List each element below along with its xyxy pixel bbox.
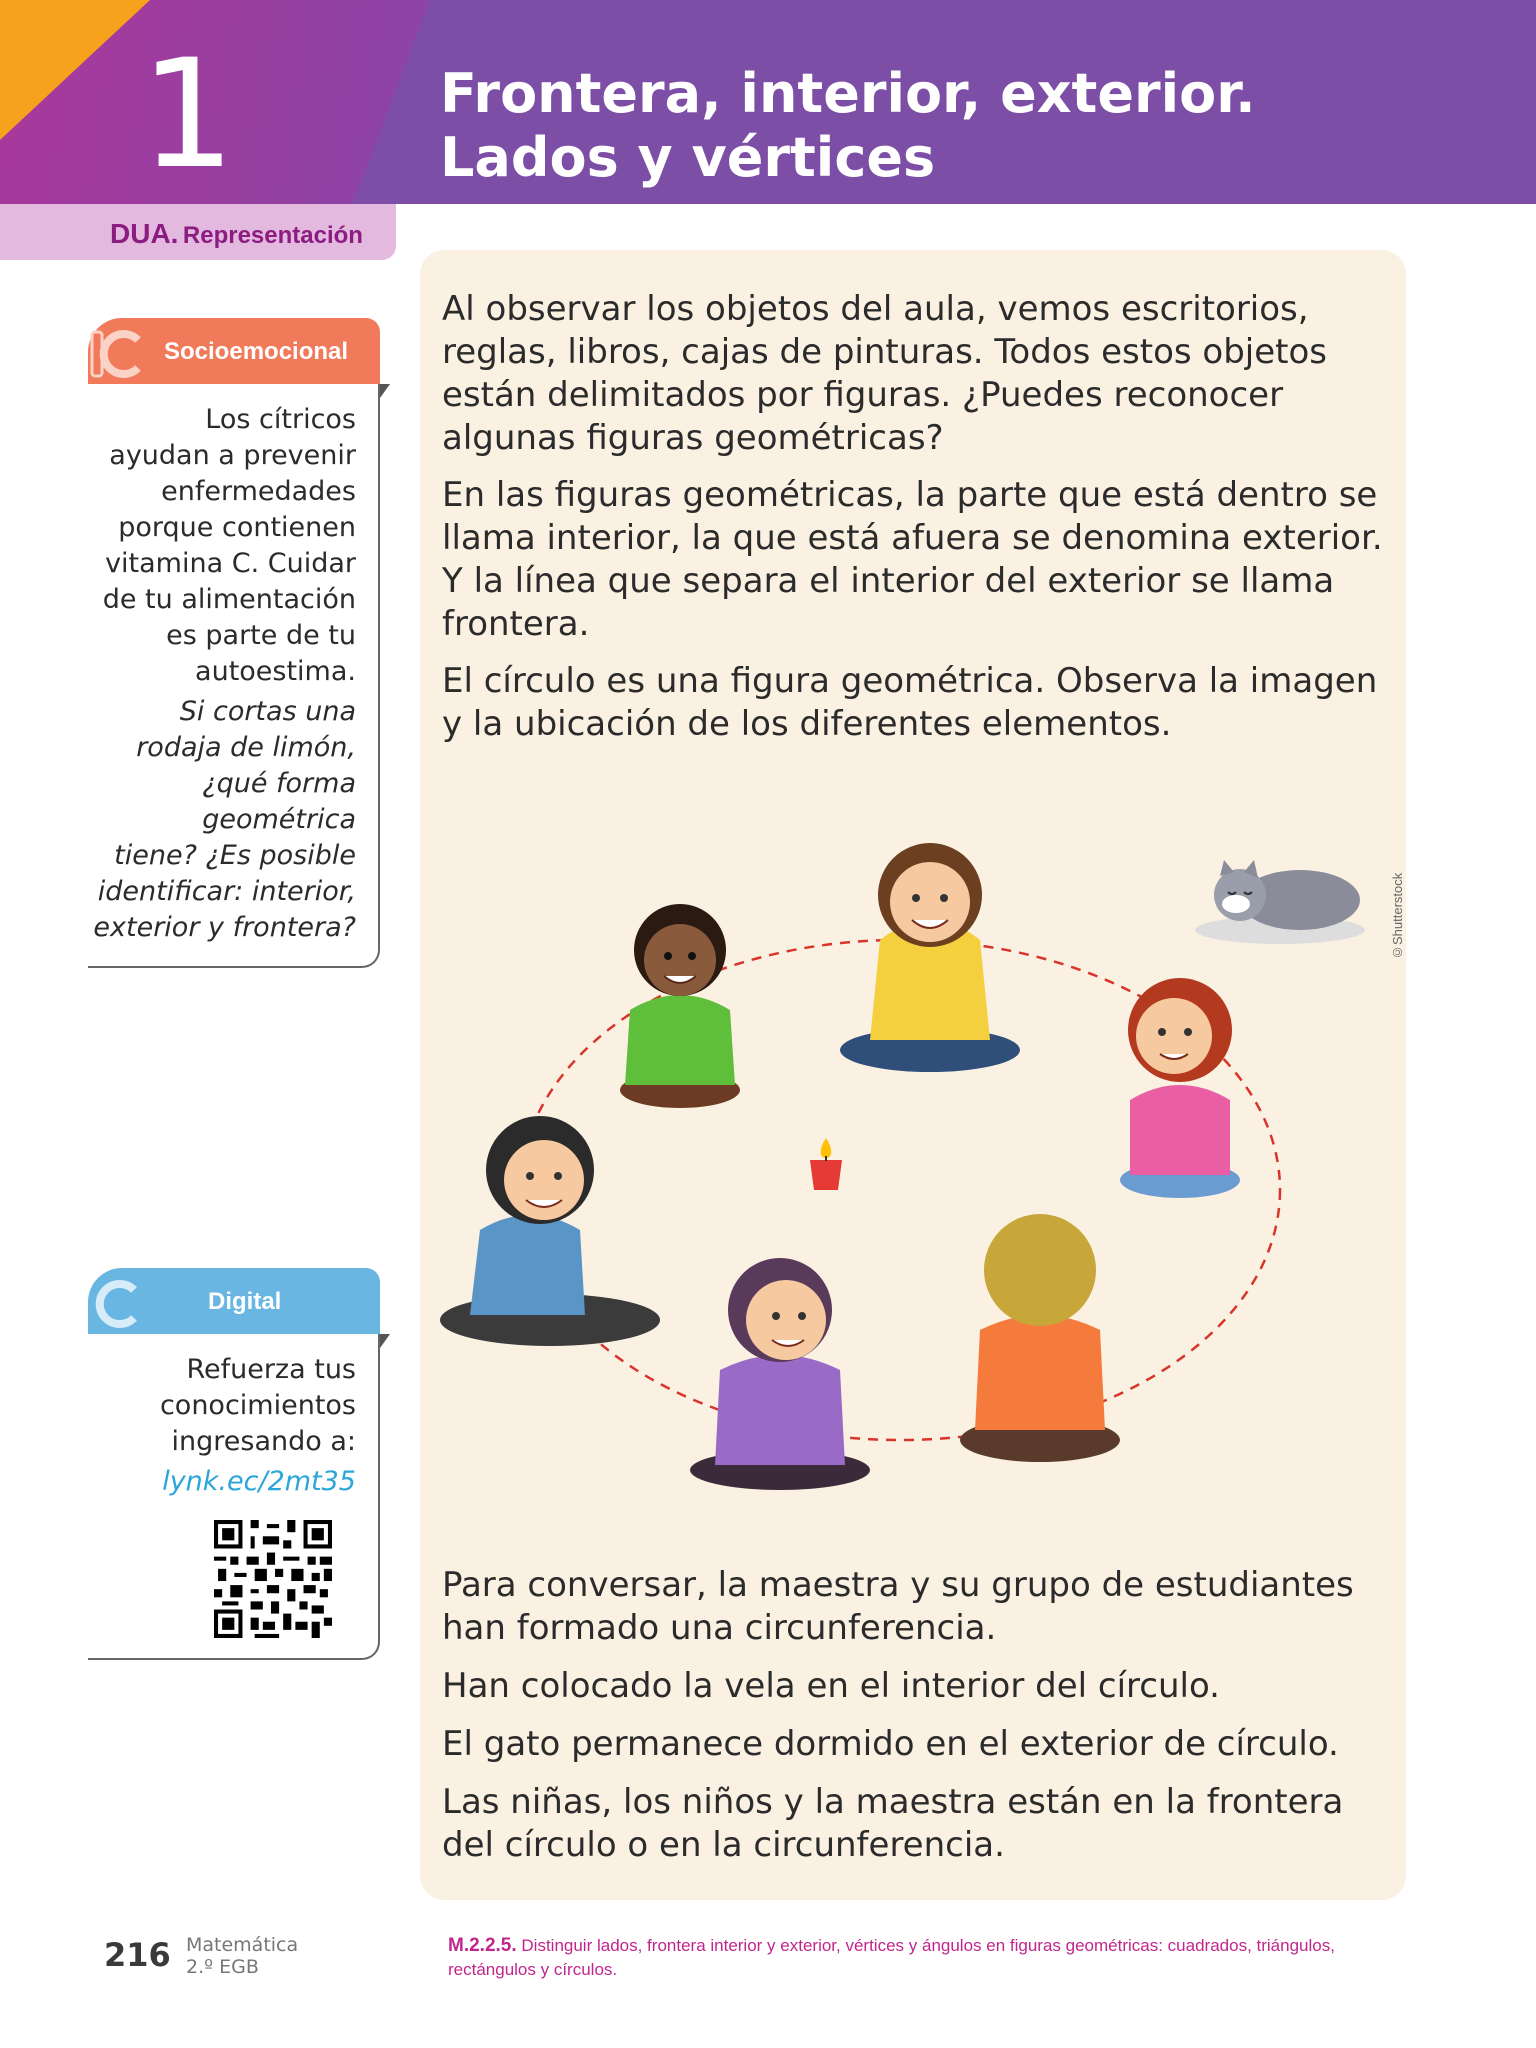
- outro-paragraph-2: Han colocado la vela en el interior del círculo.: [442, 1666, 1220, 1706]
- socio-text-line: Los cítricos: [205, 404, 356, 435]
- socio-text-line: de tu alimentación: [102, 584, 356, 615]
- dua-label: [0, 204, 396, 260]
- digital-text-line: ingresando a:: [171, 1426, 356, 1457]
- girl-purple-figure: [690, 1258, 870, 1490]
- sleeping-cat-icon: [1195, 860, 1365, 944]
- socioemocional-box: [88, 318, 380, 968]
- image-credit: ©Shutterstock: [1390, 872, 1405, 960]
- unit-header: [0, 0, 1536, 204]
- intro-paragraph-2: En las figuras geométricas, la parte que está dentro se llama interior, la que está afuera se denomina exterior. Y la línea que separa el interior del exterior se llama frontera.: [442, 475, 1383, 644]
- digital-link[interactable]: lynk.ec/2mt35: [162, 1466, 356, 1497]
- socio-text-line: porque contienen: [118, 512, 356, 543]
- digital-body: [88, 1334, 380, 1660]
- digital-text-line: conocimientos: [159, 1390, 356, 1421]
- socio-question-line: rodaja de limón,: [136, 732, 356, 763]
- outro-paragraph-1: Para conversar, la maestra y su grupo de estudiantes han formado una circunferencia.: [442, 1565, 1354, 1648]
- intro-paragraph-3: El círculo es una figura geométrica. Observa la imagen y la ubicación de los diferentes elementos.: [442, 661, 1378, 744]
- girl-pink-figure: [1120, 978, 1240, 1198]
- title-line-1: Frontera, interior, exterior.: [440, 62, 1256, 125]
- boy-orange-figure: [960, 1214, 1120, 1462]
- digital-box: [88, 1268, 380, 1660]
- socio-text-line: vitamina C. Cuidar: [105, 548, 356, 579]
- dua-label-rest: Representación: [182, 222, 363, 249]
- qr-code-icon[interactable]: [214, 1520, 332, 1638]
- socio-text-line: autoestima.: [195, 656, 356, 687]
- page-number: 216: [104, 1936, 171, 1974]
- digital-text-line: Refuerza tus: [186, 1354, 356, 1385]
- ic-logo-icon: [88, 326, 148, 382]
- dua-label-bold: DUA.: [110, 218, 179, 249]
- socio-question-line: geométrica: [202, 804, 356, 835]
- candle-icon: [810, 1138, 842, 1190]
- socio-text-line: es parte de tu: [166, 620, 356, 651]
- outro-paragraph-4: Las niñas, los niños y la maestra están en la frontera del círculo o en la circunferencia.: [442, 1782, 1344, 1865]
- skill-code: M.2.2.5.: [448, 1935, 517, 1956]
- tab-fold: [380, 1334, 390, 1348]
- subject-label: [186, 1934, 298, 1978]
- digital-tab-label: Digital: [208, 1288, 282, 1315]
- subject-line-1: Matemática: [186, 1934, 299, 1956]
- socio-question-line: tiene? ¿Es posible: [114, 840, 356, 871]
- skill-text: Distinguir lados, frontera interior y exterior, vértices y ángulos en figuras geométricas: cuadrados, triángulos, rectángulos y círculos.: [448, 1936, 1335, 1979]
- outro-paragraph-3: El gato permanece dormido en el exterior de círculo.: [442, 1724, 1339, 1764]
- teacher-figure: [840, 843, 1020, 1072]
- classroom-circle-illustration: [440, 800, 1410, 1500]
- subject-line-2: 2.º EGB: [186, 1956, 259, 1978]
- socio-text-line: enfermedades: [161, 476, 356, 507]
- intro-paragraph-1: Al observar los objetos del aula, vemos escritorios, reglas, libros, cajas de pinturas. Todos estos objetos están delimitados por figuras. ¿Puedes reconocer algunas figuras geométricas?: [442, 289, 1327, 458]
- socio-question-line: exterior y frontera?: [93, 912, 356, 943]
- socio-text-line: ayudan a prevenir: [109, 440, 356, 471]
- socioemocional-tab: [88, 318, 380, 384]
- socioemocional-tab-label: Socioemocional: [164, 338, 349, 365]
- socio-question: [88, 694, 356, 946]
- tab-fold: [380, 384, 390, 398]
- skill-standard: [448, 1934, 1368, 1982]
- c-logo-icon: [88, 1276, 148, 1332]
- boy-blue-figure: [440, 1116, 660, 1346]
- unit-number: 1: [140, 28, 236, 202]
- socioemocional-body: [88, 384, 380, 968]
- page-title: [440, 62, 1500, 190]
- socio-question-line: ¿qué forma: [202, 768, 356, 799]
- digital-tab: [88, 1268, 380, 1334]
- socio-question-line: identificar: interior,: [97, 876, 356, 907]
- boy-green-figure: [620, 904, 740, 1108]
- socio-question-line: Si cortas una: [179, 696, 356, 727]
- title-line-2: Lados y vértices: [440, 126, 936, 189]
